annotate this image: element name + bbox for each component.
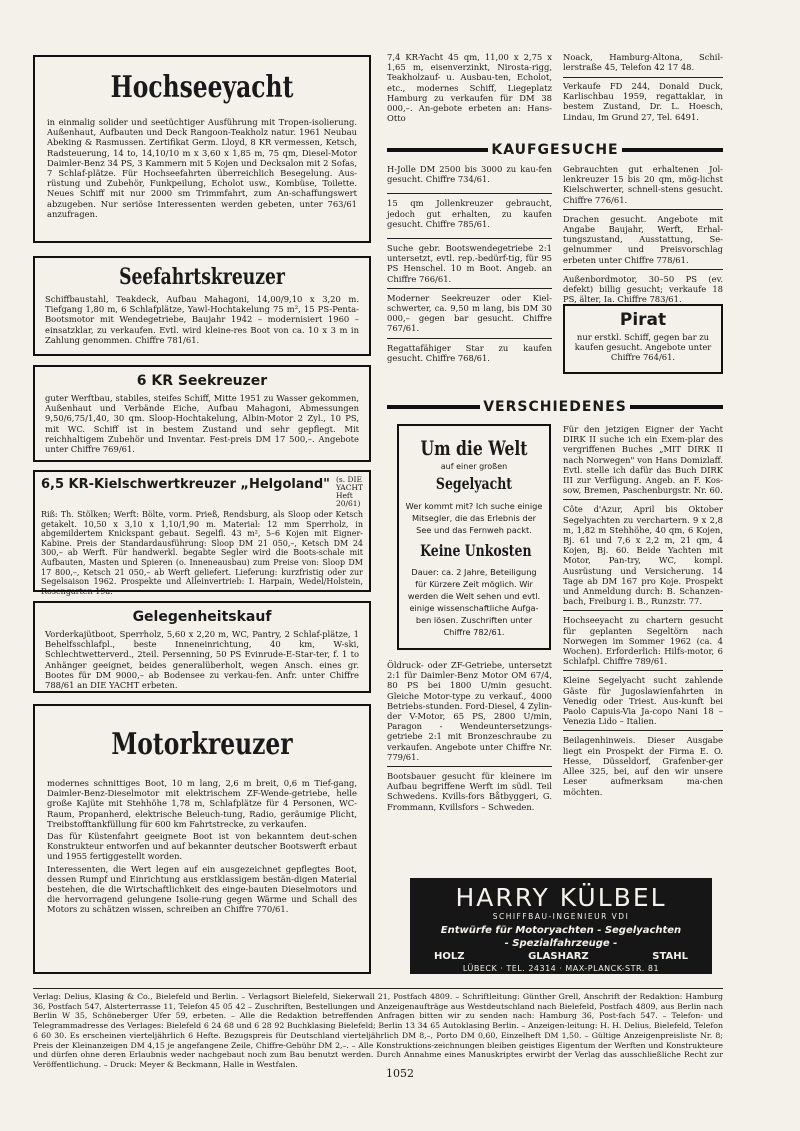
banner-bar [387, 148, 488, 152]
section-banner-kaufgesuche [387, 141, 723, 159]
material: GLASHARZ [528, 951, 589, 962]
publisher-imprint: Verlag: Delius, Klasing & Co., Bielefeld und Berlin. – Verlagsort Bielefeld, Siekerwall 21, Postfach 4809. – Schriftleitung: Günther Grell, Anschrift der Redaktion: Hamburg 36, Postfach 547, Alsterterrasse 11, Telefon 45 05 42 – Zuschriften, Bestellungen und Anzeigenaufträge aus Westdeutschland nach Bielefeld, Postfach 4809, aus Berlin nach Berlin W 35, Schöneberger Ufer 59, erbeten. – Alle die Redaktion betreffenden Anfragen bitten wir zu senden nach: Hamburg 36, Post-fach 547. – Telefon- und Telegrammadresse des Verlages: Bielefeld 6 24 68 und 6 28 92 Buchklasing Bielefeld; Berlin 13 34 65 Autoklasing Berlin. – Anzeigen-leitung: H. H. Delius, Bielefeld, Telefon 6 60 30. Es erscheinen vierteljährlich 6 Hefte. Bezugspreis für Deutschland vierteljährlich DM 8,–, Porto DM 0,60, Einzelheft DM 1,50. – Gültige Anzeigenpreisliste Nr. 8; Preis der Kleinanzeigen DM 4,15 je angefangene Zeile, Chiffre-Gebühr DM 2,–. – Alle Konstruktions-zeichnungen bleiben geistiges Eigentum der Werften und Konstrukteure und dürfen ohne deren Erlaubnis weder nachgebaut noch zum Bau benutzt werden. Durch Annahme eines Manuskriptes erwirbt der Verlag das ausschließliche Recht zur Veröffentlichung. – Druck: Meyer & Beckmann, Halle in Westfalen. [33, 992, 723, 1069]
ad-body: Wer kommt mit? Ich suche einige Mitsegler, die das Erlebnis der See und das Fernweh packt. [405, 501, 543, 535]
ad-title: Um die Welt [420, 436, 528, 460]
ad-title: Hochseeyacht [110, 70, 294, 105]
classified-item: Beilagenhinweis. Dieser Ausgabe liegt ein Prospekt der Firma E. O. Hesse, Düsseldorf, Grafenber-ger Allee 325, bei, auf den wir unsere Leser aufmerksam ma-chen möchten. [563, 735, 723, 797]
banner-bar [387, 405, 480, 409]
ad-body: Dauer: ca. 2 Jahre, Beteiligung für Kürzere Zeit möglich. Wir werden die Welt sehen und evtl. einige wissenschaftliche Aufga-ben lösen. Zuschriften unter Chiffre 782/61. [407, 567, 541, 637]
classified-item: Außenbordmotor, 30–50 PS (ev. defekt) billig gesucht; verkaufe 18 PS, älter, Ia. Chiffre 783/61. [563, 273, 723, 305]
divider [563, 209, 723, 210]
ad-motorkreuzer [33, 704, 371, 974]
kaufgesuche-left-column [387, 164, 552, 363]
divider [387, 338, 552, 339]
ad-title: 6,5 KR-Kielschwertkreuzer „Helgoland" [41, 477, 330, 492]
ad-title: Gelegenheitskauf [132, 609, 272, 625]
divider [563, 670, 723, 671]
ad-reference: (s. DIE YACHT Heft 20/61) [335, 475, 364, 508]
ad-body: Noack, Hamburg-Altona, Schil-lerstraße 45, Telefon 42 17 48. [563, 52, 723, 73]
ad-seefahrtskreuzer [33, 256, 371, 356]
banner-bar [630, 405, 723, 409]
divider [563, 269, 723, 270]
ad-body: 7,4 KR-Yacht 45 qm, 11,00 x 2,75 x 1,65 m, eisenverzinkt, Nirosta-rigg, Teakholzauf- u. Ausbau-ten, Echolot, etc., modernes Schiff, Liegeplatz Hamburg zu verkaufen für DM 38 000,–. An-gebote erbeten an: Hans-Otto [387, 52, 552, 124]
ad-body: Schiffbaustahl, Teakdeck, Aufbau Mahagoni, 14,00/9,10 x 3,20 m. Tiefgang 1,80 m, 6 Schlafplätze, Yawl-Hochtakelung 75 m², 15 PS-Penta-Bootsmotor mit Wendegetriebe, Baujahr 1942 – modernisiert 1960 – einsatzklar, zu verkaufen. Evtl. wird kleine-res Boot von ca. 10 x 3 m in Zahlung genommen. Chiffre 781/61. [45, 294, 359, 345]
company-tagline: Entwürfe für Motoryachten - Segelyachten [440, 925, 682, 936]
classified-item: Côte d'Azur, April bis Oktober Segelyachten zu verchartern. 9 x 2,8 m, 1,82 m Stehhöhe, 40 qm, 6 Kojen, Bj. 61 und 7,6 x 2,2 m, 21 qm, 4 Kojen, Bj. 60. Beide Yachten mit Motor, Pan-try, WC, kompl. Ausrüstung und Versicherung. 14 Tage ab DM 167 pro Koje. Prospekt und Anmeldung durch: B. Schanzen-bach, Freiburg i. B., Runzstr. 77. [563, 504, 723, 607]
material: STAHL [652, 951, 688, 962]
classified-item: Drachen gesucht. Angebote mit Angabe Baujahr, Werft, Erhal-tungszustand, Ausstattung, Se-gelnummer und Preisvorschlag erbeten unter Chiffre 778/61. [563, 213, 723, 265]
ad-body: Vorderkajütboot, Sperrholz, 5,60 x 2,20 m, WC, Pantry, 2 Schlaf-plätze, 1 Behelfsschlafpl., beste Inneneinrichtung, 40 km, W-ski, Schlechtwetterverd., 2teil. Persenning, 50 PS Evinrude-E-Star-ter, f. 1 to Anhänger geeignet, beides generalüberholt, wegen Ansch. eines gr. Bootes für DM 9000,– ab Bodensee zu verkau-fen. Anfr. unter Chiffre 788/61 an DIE YACHT erbeten. [45, 629, 359, 691]
ad-paragraph: Interessenten, die Wert legen auf ein ausgezeichnet gepflegtes Boot, dessen Rumpf und Einrichtung aus erstklassigem bestän-digen Material bestehen, die die Wirtschaftlichkeit des einge-bauten Dieselmotors und die hervorragend gelungene Isolie-rung gegen Wärme und Schall des Motors zu schätzen wissen, schreiben an Chiffre 770/61. [47, 863, 357, 915]
ad-paragraph: modernes schnittiges Boot, 10 m lang, 2,6 m breit, 0,6 m Tief-gang, Daimler-Benz-Dieselmotor mit elektrischem ZF-Wende-getriebe, helle große Kajüte mit Stehhöhe 1,78 m, Schlafplätze für 4 Personen, WC-Raum, Propanherd, elektrische Beleuch-tung, Radio, geräumige Plicht, Treibstofftankfüllung für 600 km Fahrtstrecke, zu verkaufen. [47, 778, 357, 829]
ad-title: 6 KR Seekreuzer [136, 373, 268, 389]
classified-item: Hochseeyacht zu chartern gesucht für geplanten Segeltörn nach Norwegen im Sommer 1962 (ca. 4 Wochen). Erforderlich: Hilfs-motor, 6 Schlafpl. Chiffre 789/61. [563, 615, 723, 667]
divider [387, 238, 552, 239]
ad-body: Riß: Th. Stölken; Werft: Bölte, vorm. Prieß, Rendsburg, als Sloop oder Ketsch getakelt. 10,50 x 3,10 x 1,10/1,90 m. Material: 12 mm Sperrholz, in abgemildertem Knickspant gebaut. Segelfl. 43 m², 5–6 Kojen mit Eigner-Kabine. Preis der Standardausführung: Sloop DM 21 050,–, Ketsch DM 24 300,– ab Werft. Für handwerkl. begabte Segler wird die Boots-schale mit Aufbauten, Masten und Spieren (o. Inneneausbau) zum Preise von: Sloop DM 17 800,–, Ketsch 21 050,– ab Werft geliefert. Lieferung: kurzfristig oder zur Segelsaison 1962. Prospekte und Alleinvertrieb: I. Harpain, Wedel/Holstein, Rosengarten 19a. [41, 510, 363, 596]
divider [563, 610, 723, 611]
ad-title: Motorkreuzer [111, 727, 293, 762]
ad-helgoland [33, 470, 371, 596]
ad-title: Pirat [619, 310, 667, 330]
divider [387, 193, 552, 194]
classified-item: Bootsbauer gesucht für kleinere im Aufbau begriffene Werft im südl. Teil Schwedens. Kvills-fors Båtbyggeri, G. Frommann, Kvillsfors – Schweden. [387, 771, 552, 812]
divider [563, 730, 723, 731]
company-address: LÜBECK · TEL. 24314 · MAX-PLANCK-STR. 81 [462, 964, 660, 973]
ad-um-die-welt [397, 424, 551, 650]
ad-title: Seefahrtskreuzer [119, 264, 285, 290]
company-tagline: - Spezialfahrzeuge - [504, 938, 618, 949]
page-number: 1052 [386, 1067, 414, 1080]
ad-title: Keine Unkosten [420, 541, 532, 560]
ad-gelegenheitskauf [33, 601, 371, 693]
classified-item: H-Jolle DM 2500 bis 3000 zu kau-fen gesucht. Chiffre 734/61. [387, 164, 552, 185]
kaufgesuche-right-column [563, 164, 723, 304]
material: HOLZ [434, 951, 465, 962]
divider [563, 77, 723, 78]
classified-item: Kleine Segelyacht sucht zahlende Gäste für Jugoslawienfahrten in Venedig oder Triest. Aus-kunft bei Paolo Capuis-Via Ja-copo Nani 18 – Venezia Lido – Italien. [563, 675, 723, 727]
classified-item: Regattafähiger Star zu kaufen gesucht. Chiffre 768/61. [387, 342, 552, 363]
ad-body: in einmalig solider und seetüchtiger Ausführung mit Tropen-isolierung. Außenhaut, Aufbauten und Deck Rangoon-Teakholz natur. 1961 Neubau Abeking & Rasmussen. Zertifikat Germ. Lloyd, 8 KR vermessen, Ketsch, Radsteuerung, 14 to, 14,10/10 m x 3,60 x 1,85 m, 75 qm, Diesel-Motor Daimler-Benz 34 PS, 3 Kammern mit 5 Kojen und Decksalon mit 2 Sofas, 7 Schlaf-plätze. Für Hochseefahrten überreichlich Besegelung. Aus-rüstung und Zubehör, Funkpeilung, Echolot usw., Kombüse, Toilette. Neues Schiff mit nur 2000 sm Trimmfahrt, zum An-schaffungswert abzugeben. Nur seriöse Interessenten werden gebeten, unter 763/61 anzufragen. [47, 117, 357, 219]
classified-item: Für den jetzigen Eigner der Yacht DIRK II suche ich ein Exem-plar des vergriffenen Buches „MIT DIRK II nach Norwegen" von Hans Domizlaff. Evtl. stelle ich dafür das Buch DIRK III zur Verfügung. Angeb. an F. Kos-sow, Bremen, Paschenburgstr. Nr. 60. [563, 424, 723, 496]
classified-item: Gebrauchten gut erhaltenen Jol-lenkreuzer 15 bis 20 qm, mög-lichst Kielschwerter, schnell-stens gesucht. Chiffre 776/61. [563, 164, 723, 205]
divider [387, 288, 552, 289]
divider [387, 766, 552, 767]
ad-seekreuzer [33, 365, 371, 462]
section-label: KAUFGESUCHE [491, 142, 619, 158]
footer-divider [33, 988, 723, 989]
company-name: HARRY KÜLBEL [455, 883, 667, 912]
ad-body: guter Werftbau, stabiles, steifes Schiff, Mitte 1951 zu Wasser gekommen, Außenhaut und Verbände Eiche, Aufbau Mahagoni, Abmessungen 9,50/6,75/1,40, 30 qm. Sloop-Hochtakelung, Albin-Motor 2 Zyl., 10 PS, mit WC. Schiff ist in bestem Zustand und sehr gepflegt. Mit reichhaltigem Zubehör und Inventar. Fest-preis DM 17 500,–. Angebote unter Chiffre 769/61. [45, 393, 359, 455]
verschiedenes-left-column [387, 660, 552, 812]
materials-row [418, 950, 704, 963]
ad-body: Verkaufe FD 244, Donald Duck, Karlischbau 1959, regattaklar, in bestem Zustand, Dr. L. Hoesch, Lindau, Im Grund 27, Tel. 6491. [563, 81, 723, 122]
classified-item: 15 qm Jollenkreuzer gebraucht, jedoch gut erhalten, zu kaufen gesucht. Chiffre 785/61. [387, 198, 552, 229]
classified-item: Moderner Seekreuzer oder Kiel-schwerter, ca. 9,50 m lang, bis DM 30 000,– gegen bar gesucht. Chiffre 767/61. [387, 292, 552, 334]
ad-noack [563, 52, 723, 72]
banner-bar [622, 148, 723, 152]
ad-paragraph: Das für Küstenfahrt geeignete Boot ist von bekanntem deut-schen Konstrukteur entworfen und auf bekannter deutscher Bootswerft erbaut und 1955 fertiggestellt worden. [47, 831, 357, 862]
section-banner-verschiedenes [387, 398, 723, 416]
classified-item: Öldruck- oder ZF-Getriebe, untersetzt 2:1 für Daimler-Benz Motor OM 67/4, 80 PS bei 1800 U/min gesucht. Gleiche Motor-type zu verkauf., 4000 Betriebs-stunden. Ford-Diesel, 4 Zylin-der V-Motor, 65 PS, 2800 U/min, Paragon - Wendeuntersetzungs-getriebe 2:1 mit Bronzeschraube zu verkaufen. Angebote unter Chiffre Nr. 779/61. [387, 660, 552, 762]
ad-fd-244 [563, 81, 723, 122]
classified-item: Suche gebr. Bootswendegetriebe 2:1 untersetzt, evtl. rep.-bedürf-tig, für 95 PS Henschel. 10 m Boot. Angeb. an Chiffre 766/61. [387, 243, 552, 284]
ad-7-4-kr-yacht [387, 52, 552, 123]
company-subtitle: SCHIFFBAU-INGENIEUR VDI [492, 912, 630, 921]
divider [563, 499, 723, 500]
ad-harry-kuelbel [410, 878, 712, 974]
section-label: VERSCHIEDENES [483, 399, 627, 415]
ad-subtitle: auf einer großen [440, 462, 508, 471]
ad-title: Segelyacht [435, 474, 513, 493]
ad-hochseeyacht [33, 55, 371, 243]
ad-pirat [563, 304, 723, 374]
ad-body: nur erstkl. Schiff, gegen bar zu kaufen gesucht. Angebote unter Chiffre 764/61. [574, 332, 712, 363]
verschiedenes-right-column [563, 424, 723, 797]
